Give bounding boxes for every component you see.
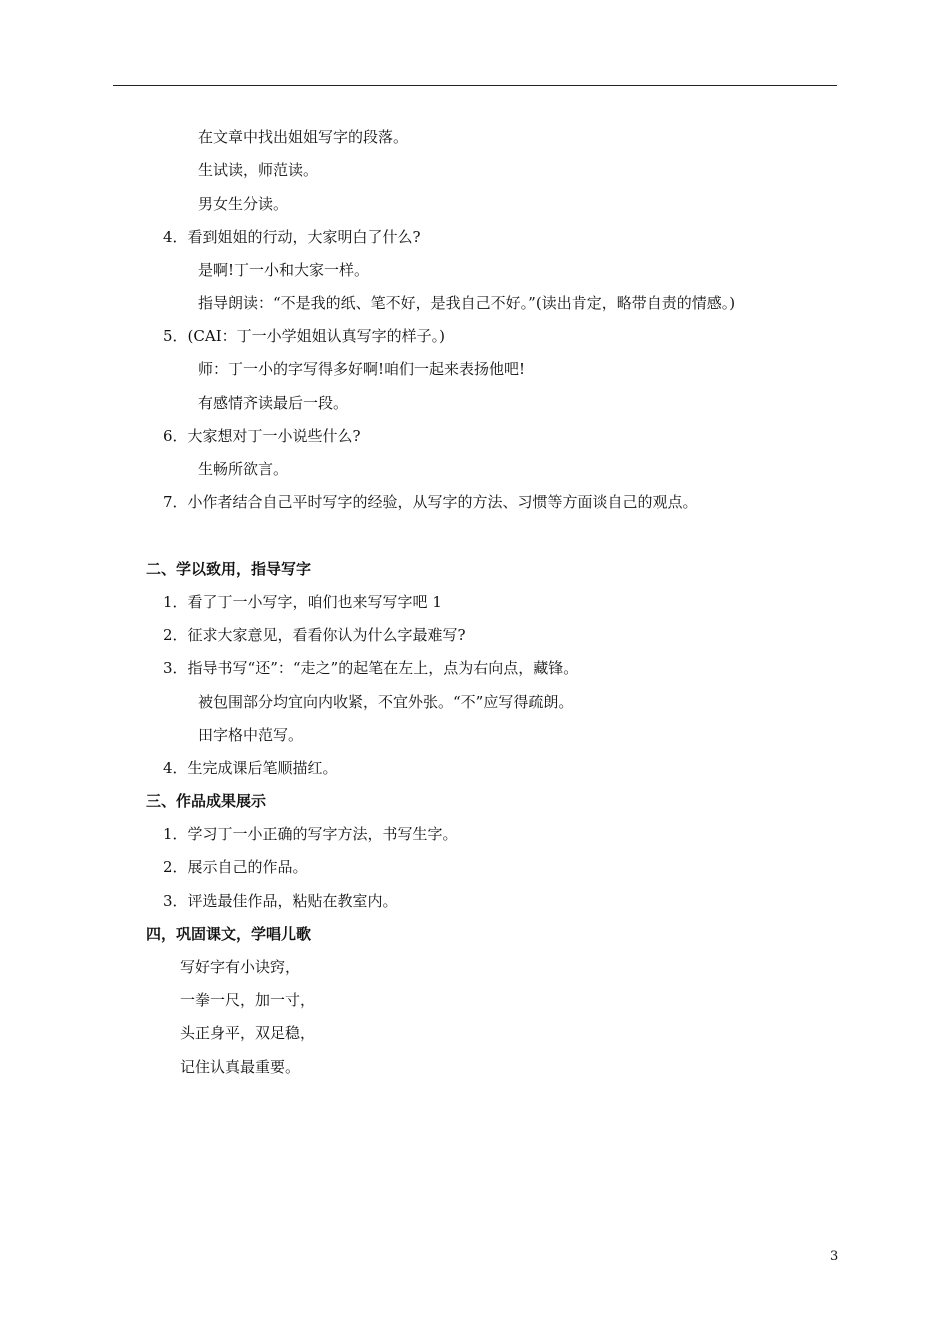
- text-line: 田字格中范写。: [198, 726, 304, 744]
- text-line: 生试读，师范读。: [198, 161, 319, 179]
- section-heading: 四，巩固课文，学唱儿歌: [146, 925, 312, 943]
- list-item: 1．学习丁一小正确的写字方法，书写生字。: [163, 825, 458, 843]
- text-line: 生畅所欲言。: [198, 460, 289, 478]
- list-item: 1．看了丁一小写字，咱们也来写写字吧 1: [163, 593, 442, 611]
- list-item: 6．大家想对丁一小说些什么?: [163, 427, 361, 445]
- list-item: 4．看到姐姐的行动，大家明白了什么?: [163, 228, 421, 246]
- header-rule: [113, 85, 837, 86]
- list-item: 5．(CAI：丁一小学姐姐认真写字的样子。): [163, 327, 445, 345]
- section-heading: 二、学以致用，指导写字: [146, 560, 312, 578]
- text-line: 有感情齐读最后一段。: [198, 394, 349, 412]
- poem-line: 头正身平，双足稳，: [180, 1024, 316, 1042]
- text-line: 男女生分读。: [198, 195, 289, 213]
- poem-line: 一拳一尺，加一寸，: [180, 991, 316, 1009]
- page-number: 3: [830, 1249, 839, 1264]
- list-item: 4．生完成课后笔顺描红。: [163, 759, 338, 777]
- text-line: 师：丁一小的字写得多好啊!咱们一起来表扬他吧!: [198, 360, 526, 378]
- poem-line: 写好字有小诀窍，: [180, 958, 301, 976]
- list-item: 3．指导书写“还”：“走之”的起笔在左上，点为右向点，藏锋。: [163, 659, 579, 677]
- list-item: 2．征求大家意见，看看你认为什么字最难写?: [163, 626, 466, 644]
- list-item: 2．展示自己的作品。: [163, 858, 308, 876]
- poem-line: 记住认真最重要。: [180, 1058, 301, 1076]
- text-line: 被包围部分均宜向内收紧，不宜外张。“不”应写得疏朗。: [198, 693, 574, 711]
- text-line: 指导朗读：“不是我的纸、笔不好，是我自己不好。”(读出肯定，略带自责的情感。): [198, 294, 736, 312]
- text-line: 在文章中找出姐姐写字的段落。: [198, 128, 409, 146]
- list-item: 7．小作者结合自己平时写字的经验，从写字的方法、习惯等方面谈自己的观点。: [163, 493, 698, 511]
- section-heading: 三、作品成果展示: [146, 792, 267, 810]
- list-item: 3．评选最佳作品，粘贴在教室内。: [163, 892, 398, 910]
- text-line: 是啊!丁一小和大家一样。: [198, 261, 370, 279]
